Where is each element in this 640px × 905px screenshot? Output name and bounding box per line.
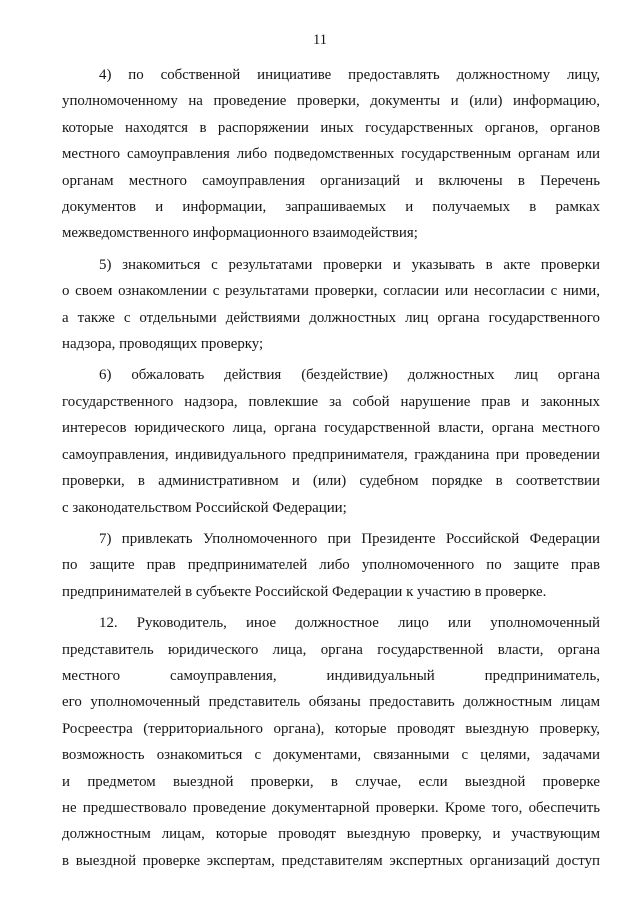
text-line: самоуправления, индивидуального предпринимателя, гражданина при проведении [62,446,600,463]
page-number: 11 [313,32,327,48]
text-line: и предметом выездной проверки, в случае, если выездной проверке [62,773,600,790]
text-line: государственного надзора, повлекшие за собой нарушение прав и законных [62,393,600,410]
document-body [62,62,600,879]
text-line: о своем ознакомлении с результатами проверки, согласии или несогласии с ними, [62,283,600,300]
text-line: 4) по собственной инициативе предоставлять должностному лицу, [99,67,600,83]
text-line: с законодательством Российской Федерации; [62,499,347,516]
paragraph-item-6 [62,362,600,520]
paragraph-section-12 [62,610,600,874]
text-line: не предшествовало проведение документарной проверки. Кроме того, обеспечить [62,799,600,816]
text-line: уполномоченному на проведение проверки, документы и (или) информацию, [62,93,600,110]
text-line: интересов юридического лица, органа государственной власти, органа местного [62,420,600,437]
text-line: межведомственного информационного взаимодействия; [62,225,418,242]
text-line: местного самоуправления, индивидуальный предприниматель, [62,667,600,684]
paragraph-item-4 [62,62,600,247]
text-line: местного самоуправления либо подведомственных государственным органам или [62,146,600,163]
text-line: его уполномоченный представитель обязаны предоставить должностным лицам [62,694,600,711]
text-line: 12. Руководитель, иное должностное лицо или уполномоченный [99,615,600,632]
text-line: надзора, проводящих проверку; [62,336,264,353]
text-line: предпринимателей в субъекте Российской Федерации к участию в проверке. [62,583,547,600]
text-line: проверки, в административном и (или) судебном порядке в соответствии [62,473,600,490]
text-line: 5) знакомиться с результатами проверки и указывать в акте проверки [99,256,600,273]
text-line: Росреестра (территориального органа), которые проводят выездную проверку, [62,720,600,737]
text-line: а также с отдельными действиями должностных лиц органа государственного [62,309,600,326]
text-line: по защите прав предпринимателей либо уполномоченного по защите прав [62,557,600,574]
paragraph-item-7 [62,526,600,605]
text-line: документов и информации, запрашиваемых и получаемых в рамках [62,199,600,216]
text-line: в выездной проверке экспертам, представителям экспертных организаций доступ [62,852,600,869]
text-line: представитель юридического лица, органа государственной власти, органа [62,641,600,658]
text-line: 7) привлекать Уполномоченного при Президенте Российской Федерации [99,530,600,547]
text-line: 6) обжаловать действия (бездействие) должностных лиц органа [99,367,600,384]
text-line: должностным лицам, которые проводят выездную проверку, и участвующим [62,826,600,843]
text-line: возможность ознакомиться с документами, связанными с целями, задачами [62,747,600,764]
text-line: органам местного самоуправления организаций и включены в Перечень [62,172,600,189]
paragraph-item-5 [62,252,600,358]
text-line: которые находятся в распоряжении иных государственных органов, органов [62,119,600,136]
